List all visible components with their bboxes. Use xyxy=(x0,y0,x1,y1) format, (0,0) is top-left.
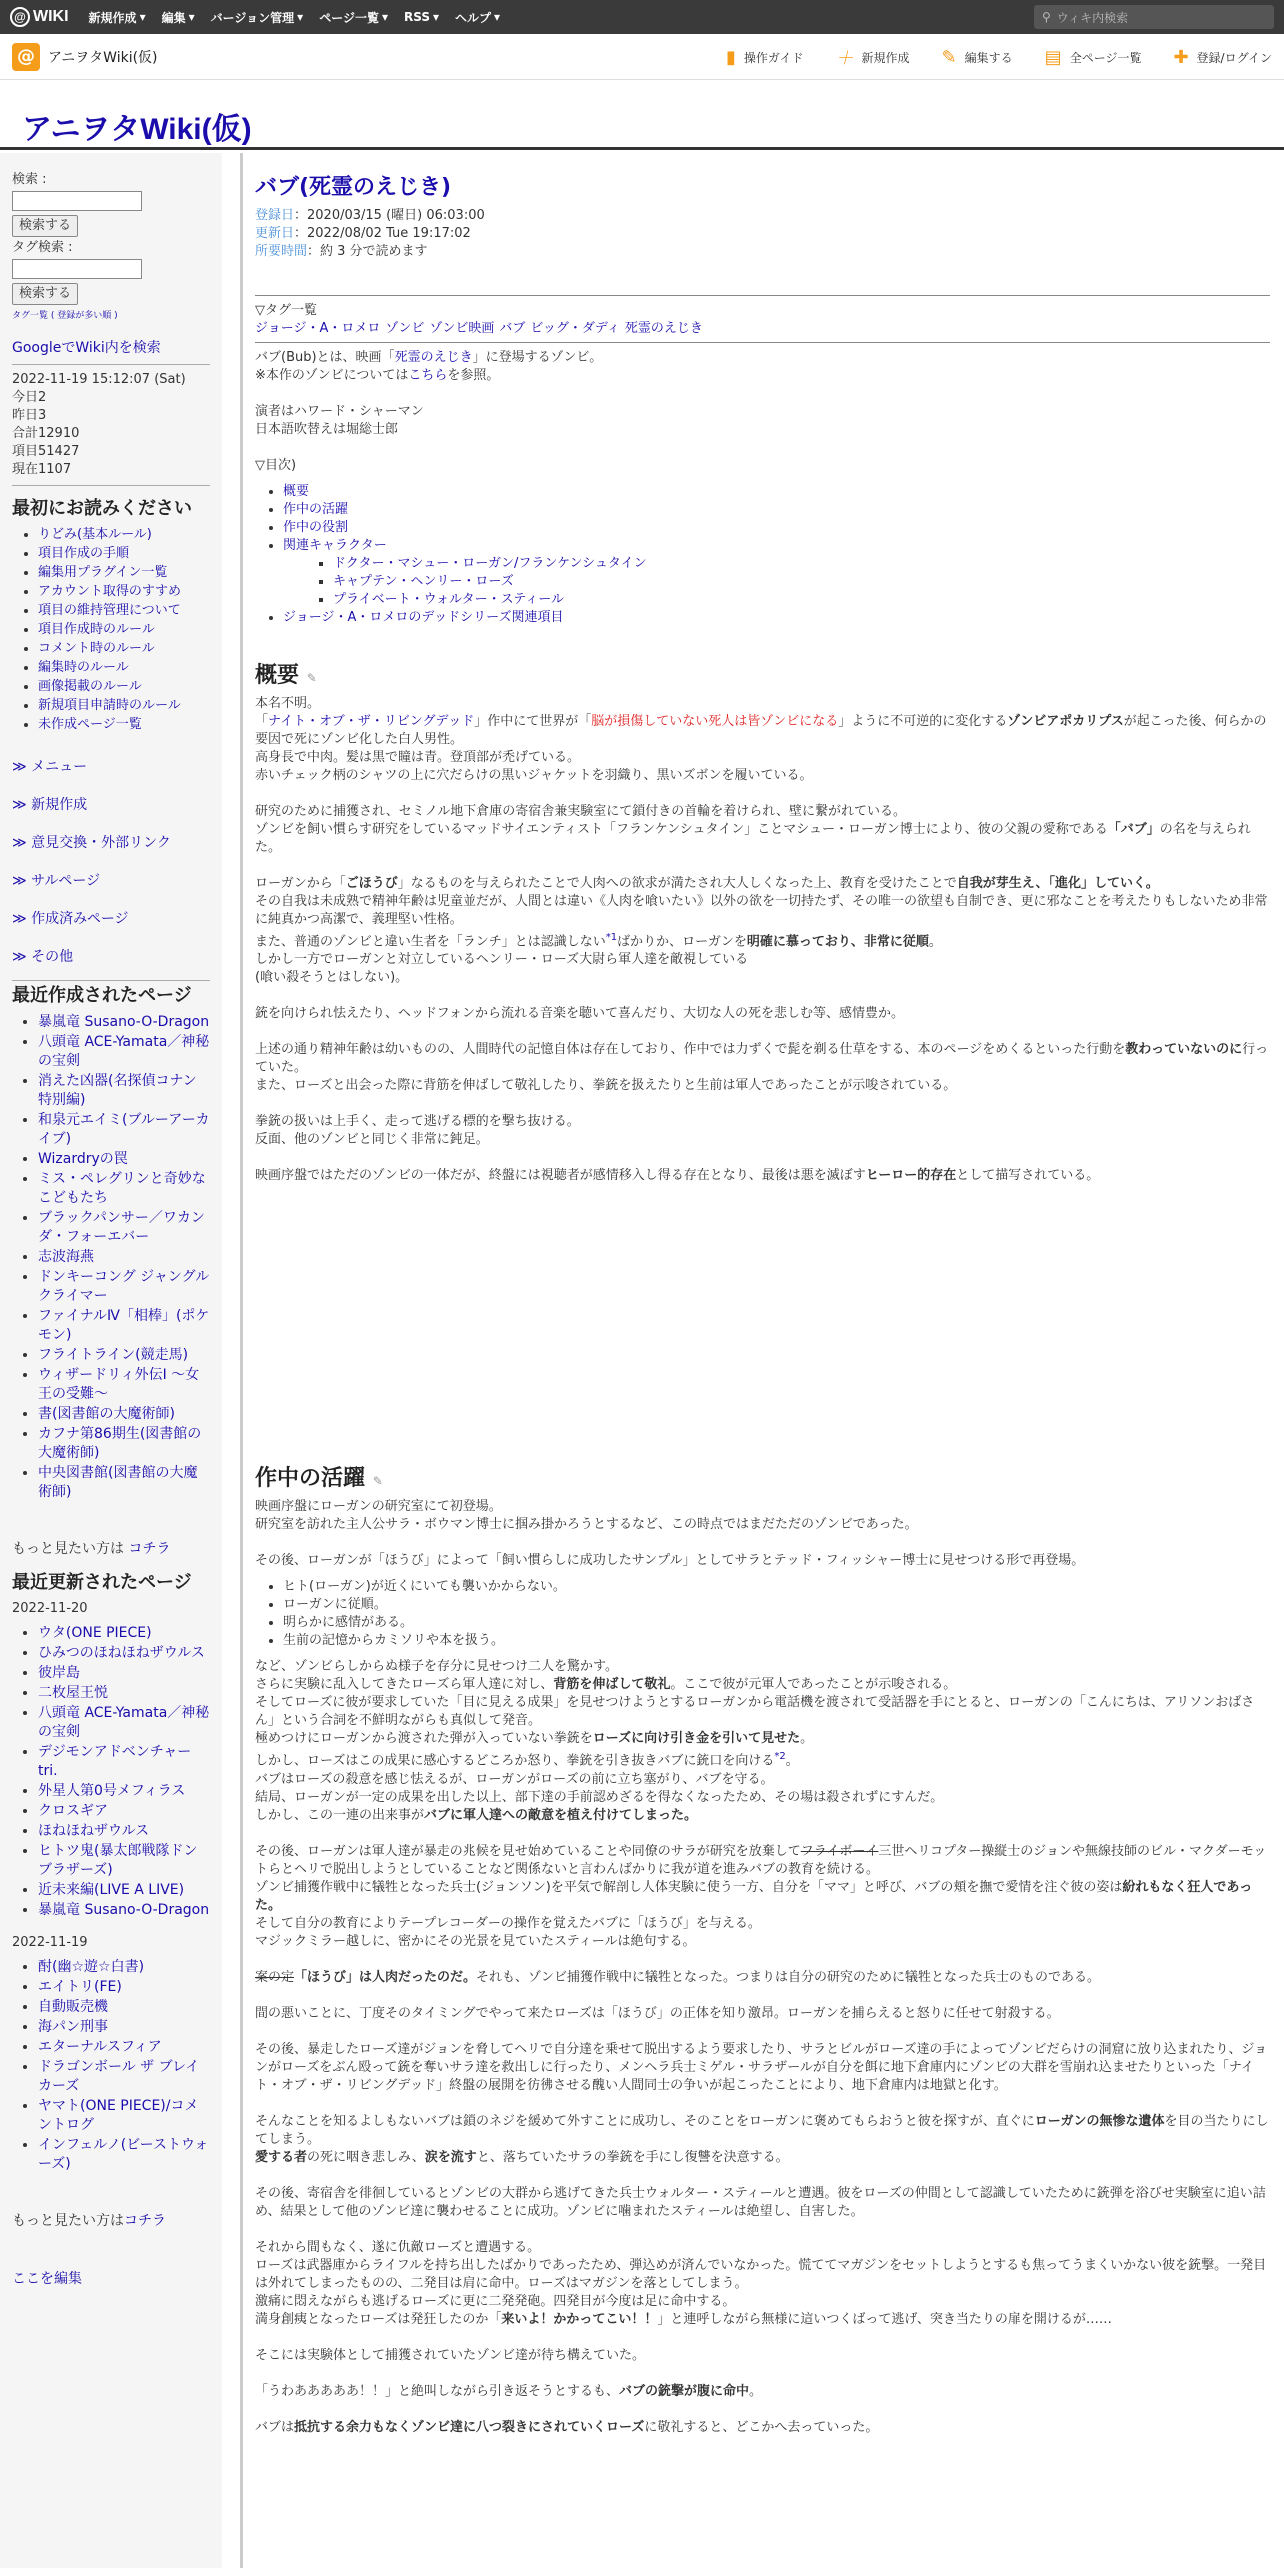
toc-item[interactable]: 関連キャラクター xyxy=(283,538,387,553)
toc-item[interactable]: 概要 xyxy=(283,484,310,499)
site-logo-icon: @ xyxy=(12,43,40,71)
recent-updated-item-link[interactable]: インフェルノ(ビーストウォーズ) xyxy=(38,2137,209,2172)
nav-exchange[interactable]: ≫ 意見交換・外部リンク xyxy=(12,835,171,851)
tag-list xyxy=(255,320,1270,338)
recent-updated-item xyxy=(38,1743,210,1781)
recent-created-item-link[interactable]: フライトライン(競走馬) xyxy=(38,1347,189,1363)
recent-updated-item xyxy=(38,1881,210,1900)
first-read-item-link[interactable]: アカウント取得のすすめ xyxy=(38,584,182,599)
recent-updated-item-link[interactable]: 二枚屋王悦 xyxy=(38,1685,108,1701)
recent-updated-item xyxy=(38,1842,210,1880)
recent-updated-item-link[interactable]: ひみつのほねほねザウルス xyxy=(38,1645,205,1661)
tag-link[interactable]: バブ xyxy=(499,321,526,336)
edit-button[interactable]: ✎ 編集する xyxy=(941,46,1013,68)
tag-heading[interactable]: ▽タグ一覧 xyxy=(255,303,317,318)
update-date-1: 2022-11-20 xyxy=(12,1601,88,1616)
recent-updated-item-link[interactable]: エターナルスフィア xyxy=(38,2039,162,2055)
recent-created-item-link[interactable]: ウィザードリィ外伝Ⅰ ～女王の受難～ xyxy=(38,1367,200,1402)
recent-created-item xyxy=(38,1366,210,1404)
notld-link[interactable]: ナイト・オブ・ザ・リビングデッド xyxy=(268,714,475,729)
toc-heading[interactable]: ▽目次) xyxy=(255,458,297,473)
recent-updated-item xyxy=(38,1901,210,1920)
recent-updated-item xyxy=(38,1802,210,1821)
recent-updated-item xyxy=(38,1958,210,1977)
menu-version[interactable]: バージョン管理 ▾ xyxy=(210,10,304,25)
section-heading-overview: 概要 ✎ xyxy=(255,663,317,688)
toc xyxy=(283,483,1270,627)
recent-created-item-link[interactable]: ブラックパンサー／ワカンダ・フォーエバー xyxy=(38,1210,205,1245)
recent-updated-item-link[interactable]: クロスギア xyxy=(38,1803,108,1819)
site-header xyxy=(0,34,1284,80)
movie-link[interactable]: 死霊のえじき xyxy=(394,350,473,365)
recent-updated-item-link[interactable]: 近未来編(LIVE A LIVE) xyxy=(38,1882,185,1898)
update-date-2: 2022-11-19 xyxy=(12,1935,88,1950)
edit-pencil-icon[interactable]: ✎ xyxy=(306,671,317,685)
recent-created-item xyxy=(38,1033,210,1071)
recent-updated-item-link[interactable]: 外星人第0号メフィラス xyxy=(38,1783,186,1799)
page-meta: 登録日：2020/03/15 (曜日) 06:03:00 更新日：2022/08/02 Tue 19:17:02 所要時間：約 3 分で読めます xyxy=(255,208,485,259)
first-read-item-link[interactable]: 未作成ページ一覧 xyxy=(38,717,142,732)
recent-updated-item xyxy=(38,1664,210,1683)
more-updated-link[interactable]: コチラ xyxy=(124,2213,166,2229)
recent-created-heading: 最近作成されたページ xyxy=(12,985,192,1006)
recent-updated-list-1 xyxy=(38,1624,210,1920)
tag-search-button[interactable]: 検索する xyxy=(12,283,78,305)
footnote-1[interactable]: *1 xyxy=(605,932,618,943)
divider xyxy=(12,364,210,365)
recent-created-item xyxy=(38,1209,210,1247)
recent-updated-item-link[interactable]: ドラゴンボール ザ ブレイカーズ xyxy=(38,2059,200,2094)
recent-updated-item-link[interactable]: 彼岸島 xyxy=(38,1665,80,1681)
tag-search-label: タグ検索 : xyxy=(12,240,73,255)
first-read-item xyxy=(38,564,210,582)
first-read-item-link[interactable]: 項目作成時のルール xyxy=(38,622,155,637)
recent-updated-item-link[interactable]: 酎(幽☆遊☆白書) xyxy=(38,1959,145,1975)
recent-created-item xyxy=(38,1170,210,1208)
document-icon: ▤ xyxy=(1044,46,1062,68)
recent-updated-item-link[interactable]: ヒトツ鬼(暴太郎戦隊ドンブラザーズ) xyxy=(38,1843,198,1878)
recent-created-item-link[interactable]: Wizardryの罠 xyxy=(38,1151,128,1167)
ability-list: • ヒト(ローガン)が近くにいても襲いかからない。 • ローガンに従順。 • 明らかに感情がある。 • 生前の記憶からカミソリや本を扱う。 xyxy=(283,1578,1270,1650)
sidebar-search-input[interactable] xyxy=(12,191,142,211)
tag-link[interactable]: ゾンビ映画 xyxy=(429,321,495,336)
more-created-link[interactable]: コチラ xyxy=(128,1541,171,1557)
recent-updated-item-link[interactable]: デジモンアドベンチャー tri. xyxy=(38,1744,192,1779)
stat-today: 今日2 xyxy=(12,390,47,405)
recent-created-item xyxy=(38,1248,210,1267)
recent-created-item-link[interactable]: 和泉元エイミ(ブルーアーカイブ) xyxy=(38,1112,210,1147)
zombie-link[interactable]: こちら xyxy=(408,368,448,383)
first-read-item-link[interactable]: 編集時のルール xyxy=(38,660,129,675)
recent-created-item-link[interactable]: 八頭竜 ACE-Yamata／神秘の宝剣 xyxy=(38,1034,210,1069)
recent-updated-item xyxy=(38,1684,210,1703)
more-created: もっと見たい方は コチラ xyxy=(12,1541,171,1557)
at-logo-icon: @ xyxy=(10,7,30,27)
first-read-item xyxy=(38,640,210,658)
recent-created-item xyxy=(38,1013,210,1032)
book-icon: ▮ xyxy=(726,46,736,68)
header-tools xyxy=(726,34,1272,80)
recent-created-item xyxy=(38,1464,210,1502)
toc-item[interactable]: プライベート・ウォルター・スティール xyxy=(333,592,565,607)
actor: 演者はハワード・シャーマン xyxy=(255,404,424,419)
first-read-item xyxy=(38,545,210,563)
pencil-icon: ✎ xyxy=(941,46,957,68)
toc-item[interactable]: 作中の活躍 xyxy=(283,502,349,517)
search-label: 検索 : xyxy=(12,172,47,187)
recent-created-item-link[interactable]: 中央図書館(図書館の大魔術師) xyxy=(38,1465,198,1500)
menu-rss[interactable]: RSS ▾ xyxy=(404,10,440,24)
recent-created-item xyxy=(38,1268,210,1306)
nav-new[interactable]: ≫ 新規作成 xyxy=(12,797,88,813)
wiki-logo[interactable]: @ WIKI xyxy=(10,7,69,27)
first-read-item-link[interactable]: 新規項目申請時のルール xyxy=(38,698,181,713)
recent-created-item xyxy=(38,1405,210,1424)
voice-actor: 日本語吹替えは堀総士郎 xyxy=(255,422,399,437)
first-read-item xyxy=(38,716,210,734)
recent-updated-item xyxy=(38,2058,210,2096)
divider xyxy=(255,342,1270,343)
recent-created-item-link[interactable]: カフナ第86期生(図書館の大魔術師) xyxy=(38,1426,202,1461)
first-read-item xyxy=(38,621,210,639)
recent-created-list xyxy=(38,1013,210,1502)
recent-updated-item-link[interactable]: 海パン刑事 xyxy=(38,2019,108,2035)
recent-created-item xyxy=(38,1425,210,1463)
toc-item[interactable]: ジョージ・A・ロメロのデッドシリーズ関連項目 xyxy=(283,610,564,625)
nav-other[interactable]: ≫ その他 xyxy=(12,949,74,965)
stat-current: 現在1107 xyxy=(12,462,72,477)
edit-pencil-icon[interactable]: ✎ xyxy=(372,1474,383,1489)
toc-item[interactable]: キャプテン・ヘンリー・ローズ xyxy=(333,574,514,589)
wiki-search-input[interactable]: ⚲ ウィキ内検索 xyxy=(1034,5,1274,29)
recent-updated-item-link[interactable]: 自動販売機 xyxy=(38,1999,108,2015)
toc-item[interactable]: 作中の役割 xyxy=(283,520,349,535)
recent-created-item xyxy=(38,1111,210,1149)
recent-updated-item xyxy=(38,1998,210,2017)
section-heading-story: 作中の活躍 ✎ xyxy=(255,1466,383,1492)
footnote-2[interactable]: *2 xyxy=(774,1751,786,1763)
recent-updated-item-link[interactable]: エイトリ(FE) xyxy=(38,1979,122,1995)
recent-updated-item-link[interactable]: ヤマト(ONE PIECE)/コメントログ xyxy=(38,2098,199,2133)
recent-updated-item-link[interactable]: 暴嵐竜 Susano-O-Dragon xyxy=(38,1902,210,1918)
first-read-item xyxy=(38,583,210,601)
nav-sarupage[interactable]: ≫ サルページ xyxy=(12,873,101,889)
user-add-icon: ✚ xyxy=(1173,46,1189,68)
menu-pages[interactable]: ページ一覧 ▾ xyxy=(319,10,388,25)
recent-created-item-link[interactable]: ドンキーコング ジャングルクライマー xyxy=(38,1269,210,1304)
divider xyxy=(255,295,1270,296)
stat-datetime: 2022-11-19 15:12:07 (Sat) xyxy=(12,372,186,387)
tag-link[interactable]: ゾンビ xyxy=(385,321,425,336)
page-title[interactable]: バブ(死霊のえじき) xyxy=(255,175,452,200)
recent-created-item xyxy=(38,1346,210,1365)
recent-updated-list-2 xyxy=(38,1958,210,2174)
recent-created-item-link[interactable]: 書(図書館の大魔術師) xyxy=(38,1406,175,1422)
plus-icon: ＋ xyxy=(835,48,854,69)
recent-created-item-link[interactable]: 暴嵐竜 Susano-O-Dragon xyxy=(38,1014,210,1030)
recent-updated-item-link[interactable]: 八頭竜 ACE-Yamata／神秘の宝剣 xyxy=(38,1705,210,1740)
recent-created-item xyxy=(38,1150,210,1169)
top-bar xyxy=(0,0,1284,34)
first-read-item-link[interactable]: 編集用プラグイン一覧 xyxy=(38,565,168,580)
recent-updated-item-link[interactable]: ほねほねザウルス xyxy=(38,1823,150,1839)
site-title[interactable]: アニヲタWiki(仮) xyxy=(22,113,252,146)
top-menu xyxy=(89,9,501,26)
tag-search-input[interactable] xyxy=(12,259,142,279)
toc-item[interactable]: ドクター・マシュー・ローガン/フランケンシュタイン xyxy=(333,556,647,571)
recent-created-item-link[interactable]: ファイナルⅣ「相棒」(ポケモン) xyxy=(38,1308,210,1343)
recent-updated-item xyxy=(38,2136,210,2174)
main-content: バブ(死霊のえじき) 登録日：2020/03/15 (曜日) 06:03:00 更新日：2022/08/02 Tue 19:17:02 所要時間：約 3 分で読めます ▽タグ一覧 ジョージ・A・ロメロ ゾンビ ゾンビ映画 バブ ビッグ・ダディ 死霊のえじき バブ(Bub)とは、映画「死霊のえじき」に登場するゾンビ。 ※本作のゾンビについてはこちらを参照。 演者はハワード・シャーマン 日本語吹替えは堀総士郎 ▽目次) • 概要 • 作中の活躍 • 作中の役割 • 関連キャラクター ▪ ドクター・マシュー・ローガン/フランケンシュタイン ▪ キャプテン・ヘンリー・ローズ ▪ プライベート・ウォルター・スティール • ジョージ・A・ロメロのデッドシリーズ関連項目 概要 ✎ 本名不明。 「ナイト・オブ・ザ・リビングデッド」作中にて世界が「脳が損傷していない死人は皆ゾンビになる」ように不可逆的に変化するゾンビアポカリプスが起こった後、何らかの要因で死にゾンビ化した白人男性。 高身長で中肉。髪は黒で瞳は青。登頂部が禿げている。 赤いチェック柄のシャツの上に穴だらけの黒いジャケットを羽織り、黒いズボンを履いている。 研究のために捕獲され、セミノル地下倉庫の寄宿舎兼実験室にて鎖付きの首輪を着けられ、壁に繋がれている。 ゾンビを飼い慣らす研究をしているマッドサイエンティスト「フランケンシュタイン」ことマシュー・ローガン博士により、彼の父親の愛称である「バブ」の名を与えられた。 ローガンから「ごほうび」なるものを与えられたことで人肉への欲求が満たされ大人しくなった上、教育を受けたことで自我が芽生え、「進化」していく。 その自我は未成熟で精神年齢は児童並だが、人間とは違い《人肉を喰いたい》以外の欲を一切持たず、その唯一の欲望も自制でき、更に邪なことを考えたりもしないため非常に純真かつ高潔で、義理堅い性格。 また、普通のゾンビと違い生者を「ランチ」とは認識しない$^{*1}$ばかりか、ローガンを明確に慕っており、非常に従順。 しかし一方でローガンと対立しているヘンリー・ローズ大尉ら軍人達を敵視している (喰い殺そうとはしない)。 銃を向けられ怯えたり、ヘッドフォンから流れる音楽を聴いて喜んだり、大切な人の死を悲しむ等、感情豊か。 上述の通り精神年齢は幼いものの、人間時代の記憶自体は存在しており、作中では力ずくで髭を剃る仕草をする、本のページをめくるといった行動を教わっていないのに行っていた。 また、ローズと出会った際に背筋を伸ばして敬礼したり、拳銃を扱えたりと生前は軍人であったことが示唆されている。 拳銃の扱いは上手く、走って逃げる標的を撃ち抜ける。 反面、他のゾンビと同じく非常に鈍足。 映画序盤ではただのゾンビの一体だが、終盤には視聴者が感情移入し得る存在となり、最後は悪を滅ぼすヒーロー的存在として描写されている。 作中の活躍 ✎ 映画序盤にローガンの研究室にて初登場。 研究室を訪れた主人公サラ・ボウマン博士に掴み掛かろうとするなど、この時点ではまだただのゾンビであった。 その後、ローガンが「ほうび」によって「飼い慣らしに成功したサンプル」としてサラとテッド・フィッシャー博士に見せつける形で再登場。 • ヒト(ローガン)が近くにいても襲いかからない。 • ローガンに従順。 • 明らかに感情がある。 • 生前の記憶からカミソリや本を扱う。 など、ゾンビらしからぬ様子を存分に見せつけ二人を驚かす。 さらに実験に乱入してきたローズら軍人達に対し、背筋を伸ばして敬礼。ここで彼が元軍人であったことが示唆される。 そしてローズに彼が要求していた「目に見える成果」を見せつけようとするローガンから電話機を渡されて受話器を手にとると、ローガンの「こんにちは、アリソンおばさん」という合詞を不鮮明ながらも真似して発音。 極めつけにローガンから渡された弾が入っていない拳銃をローズに向け引き金を引いて見せた。 しかし、ローズはこの成果に感心するどころか怒り、拳銃を引き抜きバブに銃口を向ける$^{*2}$。 バブはローズの殺意を感じ怯えるが、ローガンがローズの前に立ち塞がり、バブを守る。 結局、ローガンが一定の成果を出した以上、部下達の手前認めざるを得なくなったため、その場は殺されずにすんだ。 しかし、この一連の出来事がバブに軍人達への敵意を植え付けてしまった。 その後、ローガンは軍人達が暴走の兆候を見せ始めていることや同僚のサラが研究を放棄してフライボーイ三世ヘリコプター操縦士のジョンや無線技師のビル・マクダーモットらとヘリで脱出しようとしていることなど関係ないと言わんばかりに我が道を進みバブの教育を続ける。 ゾンビ捕獲作戦中に犠牲となった兵士(ジョンソン)を平気で解剖し人体実験に使う一方、自分を「ママ」と呼び、バブの頬を撫で愛情を注ぐ彼の姿は紛れもなく狂人であった。 そして自分の教育によりテープレコーダーの操作を覚えたバブに「ほうび」を与える。 マジックミラー越しに、密かにその光景を見ていたスティールは絶句する。 案の定「ほうび」は人肉だったのだ。それも、ゾンビ捕獲作戦中に犠牲となった。つまりは自分の研究のために犠牲となった兵士のものである。 間の悪いことに、丁度そのタイミングでやって来たローズは「ほうび」の正体を知り激昂。ローガンを捕らえると怒りに任せて射殺する。 その後、暴走したローズ達がジョンを脅してヘリで自分達を乗せて脱出するよう要求したり、サラとビルがローズ達の手によってゾンビだらけの洞窟に放り込まれたり、ジョンがローズをぶん殴って銃を奪いサラ達を救出しに行ったり、メンヘラ兵士ミゲル・サラザールが自分を餌に地下倉庫内にゾンビの大群を雪崩れ込ませたりといった「ナイト・オブ・ザ・リビングデッド」終盤の展開を彷彿させる醜い人間同士の争いが起こったことにより、地下倉庫内は地獄と化す。 そんなことを知るよしもないバブは鎖のネジを緩めて外すことに成功し、そのことをローガンに褒めてもらおうと彼を探すが、直ぐにローガンの無惨な遺体を目の当たりにしてしまう。 愛する者の死に咽き悲しみ、涙を流すと、落ちていたサラの拳銃を手にし復讐を決意する。 その後、寄宿舎を徘徊しているとゾンビの大群から逃げてきた兵士ウォルター・スティールと遭遇。彼をローズの仲間として認識していたために銃弾を浴びせ実験室に追い詰め、結果として他のゾンビ達に襲わせることに成功。ゾンビに噛まれたスティールは絶望し、自害した。 それから間もなく、遂に仇敵ローズと遭遇する。 ローズは武器庫からライフルを持ち出したばかりであったため、弾込めが済んでいなかった。慌ててマガジンをセットしようとするも焦ってうまくいかない彼を銃撃。一発目は外れてしまったものの、二発目は肩に命中。ローズはマガジンを落としてしまう。 激痛に悶えながらも逃げるローズに更に二発発砲。四発目が今度は足に命中する。 満身創痍となったローズは発狂したのか「来いよ！かかってこい！！」と連呼しながら無様に這いつくばって逃げ、突き当たりの扉を開けるが…… そこには実験体として捕獲されていたゾンビ達が待ち構えていた。 「うわあああああ！！」と絶叫しながら引き返そうとするも、バブの銃撃が腹に命中。 バブは抵抗する余力もなくゾンビ達に八つ裂きにされていくローズに敬礼すると、どこかへ去っていった。 xyxy=(240,153,1284,2568)
divider xyxy=(12,980,210,981)
recent-created-item-link[interactable]: ミス・ペレグリンと奇妙なこどもたち xyxy=(38,1171,206,1206)
recent-updated-item xyxy=(38,2097,210,2135)
recent-updated-item-link[interactable]: ウタ(ONE PIECE) xyxy=(38,1625,152,1641)
stat-items: 項目51427 xyxy=(12,444,80,459)
nav-created[interactable]: ≫ 作成済みページ xyxy=(12,911,129,927)
google-search-link[interactable]: GoogleでWiki内を検索 xyxy=(12,340,161,356)
recent-updated-item xyxy=(38,1978,210,1997)
recent-updated-item xyxy=(38,1704,210,1742)
guide-button[interactable]: ▮ 操作ガイド xyxy=(726,46,804,68)
first-read-item-link[interactable]: コメント時のルール xyxy=(38,641,155,656)
recent-created-item-link[interactable]: 消えた凶器(名探偵コナン特別編) xyxy=(38,1073,197,1108)
all-pages-button[interactable]: ▤ 全ページ一覧 xyxy=(1044,46,1142,68)
recent-created-item xyxy=(38,1307,210,1345)
edit-sidebar-link[interactable]: ここを編集 xyxy=(12,2271,82,2287)
divider xyxy=(12,485,210,486)
first-read-list xyxy=(38,526,210,734)
recent-updated-item xyxy=(38,1624,210,1643)
first-read-item xyxy=(38,602,210,620)
menu-new[interactable]: 新規作成 ▾ xyxy=(88,10,146,25)
sidebar-search-button[interactable]: 検索する xyxy=(12,215,78,237)
recent-created-item xyxy=(38,1072,210,1110)
login-button[interactable]: ✚ 登録/ログイン xyxy=(1173,46,1272,68)
first-read-item-link[interactable]: りどみ(基本ルール) xyxy=(38,527,152,542)
new-page-button[interactable]: ＋ 新規作成 xyxy=(836,44,910,70)
first-read-item-link[interactable]: 画像掲載のルール xyxy=(38,679,142,694)
first-read-item-link[interactable]: 項目の維持管理について xyxy=(38,603,181,618)
recent-updated-item xyxy=(38,1782,210,1801)
recent-updated-item xyxy=(38,1644,210,1663)
sidebar xyxy=(0,153,222,2568)
nav-menu[interactable]: ≫ メニュー xyxy=(12,759,88,775)
recent-updated-heading: 最近更新されたページ xyxy=(12,1572,192,1593)
first-read-item-link[interactable]: 項目作成の手順 xyxy=(38,546,130,561)
search-icon: ⚲ xyxy=(1042,10,1051,24)
tag-list-link[interactable]: タグ一覧 ( 登録が多い順 ) xyxy=(12,311,118,321)
recent-updated-item xyxy=(38,1822,210,1841)
recent-updated-item xyxy=(38,2018,210,2037)
stat-total: 合計12910 xyxy=(12,426,80,441)
first-read-item xyxy=(38,659,210,677)
menu-edit[interactable]: 編集 ▾ xyxy=(161,10,195,25)
menu-help[interactable]: ヘルプ ▾ xyxy=(455,10,501,25)
first-read-item xyxy=(38,697,210,715)
title-band xyxy=(0,80,1284,150)
first-read-item xyxy=(38,526,210,544)
recent-updated-item xyxy=(38,2038,210,2057)
tag-link[interactable]: 死霊のえじき xyxy=(624,321,703,336)
first-read-heading: 最初にお読みください xyxy=(12,498,192,519)
site-brand[interactable]: @ アニヲタWiki(仮) xyxy=(12,43,158,71)
first-read-item xyxy=(38,678,210,696)
more-updated: もっと見たい方はコチラ xyxy=(12,2213,166,2229)
stat-yesterday: 昨日3 xyxy=(12,408,47,423)
tag-link[interactable]: ビッグ・ダディ xyxy=(530,321,620,336)
tag-link[interactable]: ジョージ・A・ロメロ xyxy=(255,321,381,336)
stats xyxy=(12,371,210,479)
recent-created-item-link[interactable]: 志波海燕 xyxy=(38,1249,94,1265)
